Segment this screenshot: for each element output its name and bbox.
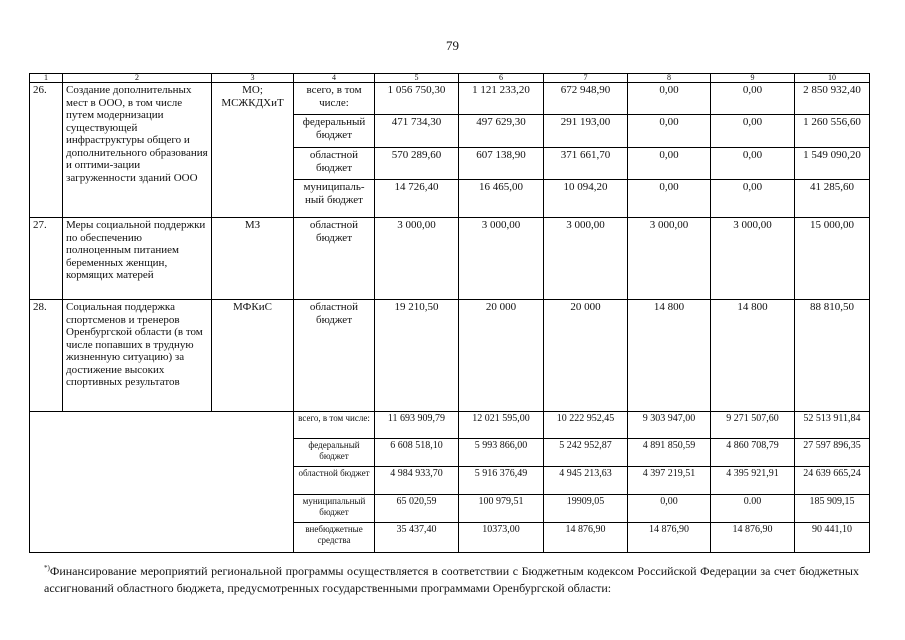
funding-source: муниципаль-ный бюджет (294, 180, 375, 218)
value-cell: 2 850 932,40 (795, 83, 870, 115)
value-cell: 15 000,00 (795, 218, 870, 300)
value-cell: 0.00 (711, 495, 795, 523)
value-cell: 14 876,90 (628, 523, 711, 553)
value-cell: 0,00 (711, 148, 795, 180)
funding-source: областной бюджет (294, 148, 375, 180)
financing-table (29, 73, 870, 553)
value-cell: 4 395 921,91 (711, 467, 795, 495)
value-cell: 3 000,00 (375, 218, 459, 300)
value-cell: 14 876,90 (711, 523, 795, 553)
value-cell: 3 000,00 (459, 218, 544, 300)
funding-source: всего, в том числе: (294, 412, 375, 439)
value-cell: 5 242 952,87 (544, 439, 628, 467)
value-cell: 20 000 (459, 300, 544, 412)
value-cell: 4 860 708,79 (711, 439, 795, 467)
row-number: 28. (30, 300, 63, 412)
funding-source: федеральный бюджет (294, 439, 375, 467)
funding-source: внебюджетные средства (294, 523, 375, 553)
value-cell: 10 094,20 (544, 180, 628, 218)
table-row (30, 83, 870, 115)
table-row (30, 218, 870, 300)
measure-name: Создание дополнительных мест в ООО, в том числе путем модернизации существующей инфраструктуры общего и дополнительного образования и оптими-зации загруженности зданий ООО (63, 83, 212, 218)
value-cell: 12 021 595,00 (459, 412, 544, 439)
value-cell: 1 121 233,20 (459, 83, 544, 115)
value-cell: 9 271 507,60 (711, 412, 795, 439)
value-cell: 1 260 556,60 (795, 115, 870, 148)
value-cell: 52 513 911,84 (795, 412, 870, 439)
value-cell: 471 734,30 (375, 115, 459, 148)
value-cell: 0,00 (711, 180, 795, 218)
value-cell: 14 800 (711, 300, 795, 412)
value-cell: 291 193,00 (544, 115, 628, 148)
column-number: 6 (459, 74, 544, 83)
footnote-text: Финансирование мероприятий региональной программы осуществляется в соответствии с Бюджетным кодексом Российской Федерации за счет бюджетных ассигнований областного бюджета, предусмотренных государственными программами Оренбургской области: (44, 564, 859, 595)
value-cell: 14 800 (628, 300, 711, 412)
executor: МО; МСЖКДХиТ (212, 83, 294, 218)
value-cell: 3 000,00 (544, 218, 628, 300)
value-cell: 371 661,70 (544, 148, 628, 180)
column-number: 10 (795, 74, 870, 83)
row-number: 26. (30, 83, 63, 218)
footnote-marker: *) (44, 564, 50, 572)
value-cell: 19 210,50 (375, 300, 459, 412)
value-cell: 41 285,60 (795, 180, 870, 218)
column-number: 4 (294, 74, 375, 83)
executor: МЗ (212, 218, 294, 300)
funding-source: федеральный бюджет (294, 115, 375, 148)
column-number: 2 (63, 74, 212, 83)
value-cell: 14 876,90 (544, 523, 628, 553)
value-cell: 27 597 896,35 (795, 439, 870, 467)
executor: МФКиС (212, 300, 294, 412)
value-cell: 0,00 (711, 115, 795, 148)
value-cell: 11 693 909,79 (375, 412, 459, 439)
page-number: 79 (446, 38, 459, 53)
value-cell: 14 726,40 (375, 180, 459, 218)
value-cell: 4 397 219,51 (628, 467, 711, 495)
value-cell: 20 000 (544, 300, 628, 412)
summary-blank-cell (30, 412, 294, 553)
value-cell: 3 000,00 (711, 218, 795, 300)
value-cell: 0,00 (628, 180, 711, 218)
value-cell: 4 984 933,70 (375, 467, 459, 495)
value-cell: 35 437,40 (375, 523, 459, 553)
value-cell: 5 916 376,49 (459, 467, 544, 495)
funding-source: областной бюджет (294, 300, 375, 412)
column-number-row (30, 74, 870, 83)
funding-source: областной бюджет (294, 467, 375, 495)
table-row (30, 300, 870, 412)
column-number: 8 (628, 74, 711, 83)
column-number: 7 (544, 74, 628, 83)
value-cell: 65 020,59 (375, 495, 459, 523)
value-cell: 0,00 (628, 495, 711, 523)
value-cell: 10 222 952,45 (544, 412, 628, 439)
value-cell: 0,00 (711, 83, 795, 115)
value-cell: 16 465,00 (459, 180, 544, 218)
column-number: 5 (375, 74, 459, 83)
value-cell: 570 289,60 (375, 148, 459, 180)
value-cell: 0,00 (628, 83, 711, 115)
funding-source: областной бюджет (294, 218, 375, 300)
value-cell: 10373,00 (459, 523, 544, 553)
value-cell: 4 891 850,59 (628, 439, 711, 467)
funding-source: муниципальный бюджет (294, 495, 375, 523)
value-cell: 4 945 213,63 (544, 467, 628, 495)
value-cell: 185 909,15 (795, 495, 870, 523)
value-cell: 24 639 665,24 (795, 467, 870, 495)
measure-name: Меры социальной поддержки по обеспечению полноценным питанием беременных женщин, кормящих матерей (63, 218, 212, 300)
value-cell: 5 993 866,00 (459, 439, 544, 467)
column-number: 9 (711, 74, 795, 83)
value-cell: 672 948,90 (544, 83, 628, 115)
value-cell: 607 138,90 (459, 148, 544, 180)
value-cell: 3 000,00 (628, 218, 711, 300)
funding-source: всего, в том числе: (294, 83, 375, 115)
value-cell: 88 810,50 (795, 300, 870, 412)
value-cell: 1 056 750,30 (375, 83, 459, 115)
row-number: 27. (30, 218, 63, 300)
column-number: 1 (30, 74, 63, 83)
value-cell: 497 629,30 (459, 115, 544, 148)
value-cell: 100 979,51 (459, 495, 544, 523)
value-cell: 9 303 947,00 (628, 412, 711, 439)
value-cell: 0,00 (628, 115, 711, 148)
value-cell: 19909,05 (544, 495, 628, 523)
column-number: 3 (212, 74, 294, 83)
summary-row (30, 412, 870, 439)
value-cell: 1 549 090,20 (795, 148, 870, 180)
footnote (44, 560, 859, 597)
value-cell: 6 608 518,10 (375, 439, 459, 467)
value-cell: 90 441,10 (795, 523, 870, 553)
value-cell: 0,00 (628, 148, 711, 180)
measure-name: Социальная поддержка спортсменов и тренеров Оренбургской области (в том числе попавших в трудную жизненную ситуацию) за достижение высоких спортивных результатов (63, 300, 212, 412)
